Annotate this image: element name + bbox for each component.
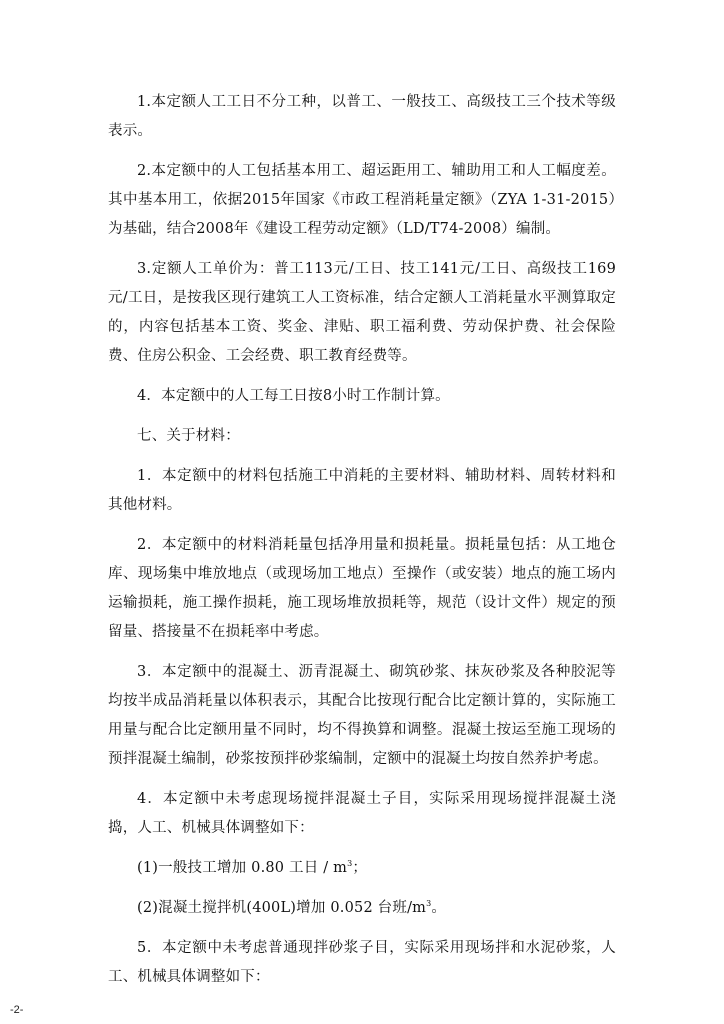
adjustment-item-1-text: (1)一般技工增加 0.80 工日 / m xyxy=(137,860,348,876)
document-body xyxy=(108,88,616,992)
page-number: -2- xyxy=(10,1004,24,1016)
adjustment-item-1 xyxy=(108,854,616,883)
material-paragraph-1: 1．本定额中的材料包括施工中消耗的主要材料、辅助材料、周转材料和其他材料。 xyxy=(108,468,616,513)
adjustment-item-2-text: (2)混凝土搅拌机(400L)增加 0.052 台班/m xyxy=(137,900,427,916)
material-paragraph-3: 3．本定额中的混凝土、沥青混凝土、砌筑砂浆、抹灰砂浆及各种胶泥等均按半成品消耗量以体积表示，其配合比按现行配合比定额计算的，实际施工用量与配合比定额用量不同时，均不得换算和调整。混凝土按运至施工现场的预拌混凝土编制，砂浆按预拌砂浆编制，定额中的混凝土均按自然养护考虑。 xyxy=(108,664,616,767)
adjustment-item-2-end: 。 xyxy=(431,900,447,916)
labor-paragraph-1: 1.本定额人工工日不分工种，以普工、一般技工、高级技工三个技术等级表示。 xyxy=(108,94,616,139)
labor-paragraph-3: 3.定额人工单价为：普工113元/工日、技工141元/工日、高级技工169元/工日，是按我区现行建筑工人工资标准，结合定额人工消耗量水平测算取定的，内容包括基本工资、奖金、津贴、职工福利费、劳动保护费、社会保险费、住房公积金、工会经费、职工教育经费等。 xyxy=(108,261,616,364)
material-paragraph-4: 4．本定额中未考虑现场搅拌混凝土子目，实际采用现场搅拌混凝土浇捣，人工、机械具体调整如下： xyxy=(108,791,616,836)
material-paragraph-2: 2．本定额中的材料消耗量包括净用量和损耗量。损耗量包括：从工地仓库、现场集中堆放地点（或现场加工地点）至操作（或安装）地点的施工场内运输损耗，施工操作损耗，施工现场堆放损耗等，规范（设计文件）规定的预留量、搭接量不在损耗率中考虑。 xyxy=(108,537,616,640)
labor-paragraph-4: 4．本定额中的人工每工日按8小时工作制计算。 xyxy=(137,388,450,404)
labor-paragraph-2: 2.本定额中的人工包括基本用工、超运距用工、辅助用工和人工幅度差。其中基本用工，依据2015年国家《市政工程消耗量定额》（ZYA 1-31-2015）为基础，结合2008年《建设工程劳动定额》（LD/T74-2008）编制。 xyxy=(108,163,616,237)
material-paragraph-5: 5．本定额中未考虑普通现拌砂浆子目，实际采用现场拌和水泥砂浆，人工、机械具体调整如下： xyxy=(108,940,616,985)
adjustment-item-2 xyxy=(108,894,616,923)
cubic-superscript-2: 3 xyxy=(426,899,432,909)
cubic-superscript-1: 3 xyxy=(347,859,353,869)
section-heading-materials: 七、关于材料： xyxy=(137,428,240,444)
adjustment-item-1-end: ； xyxy=(352,860,368,876)
